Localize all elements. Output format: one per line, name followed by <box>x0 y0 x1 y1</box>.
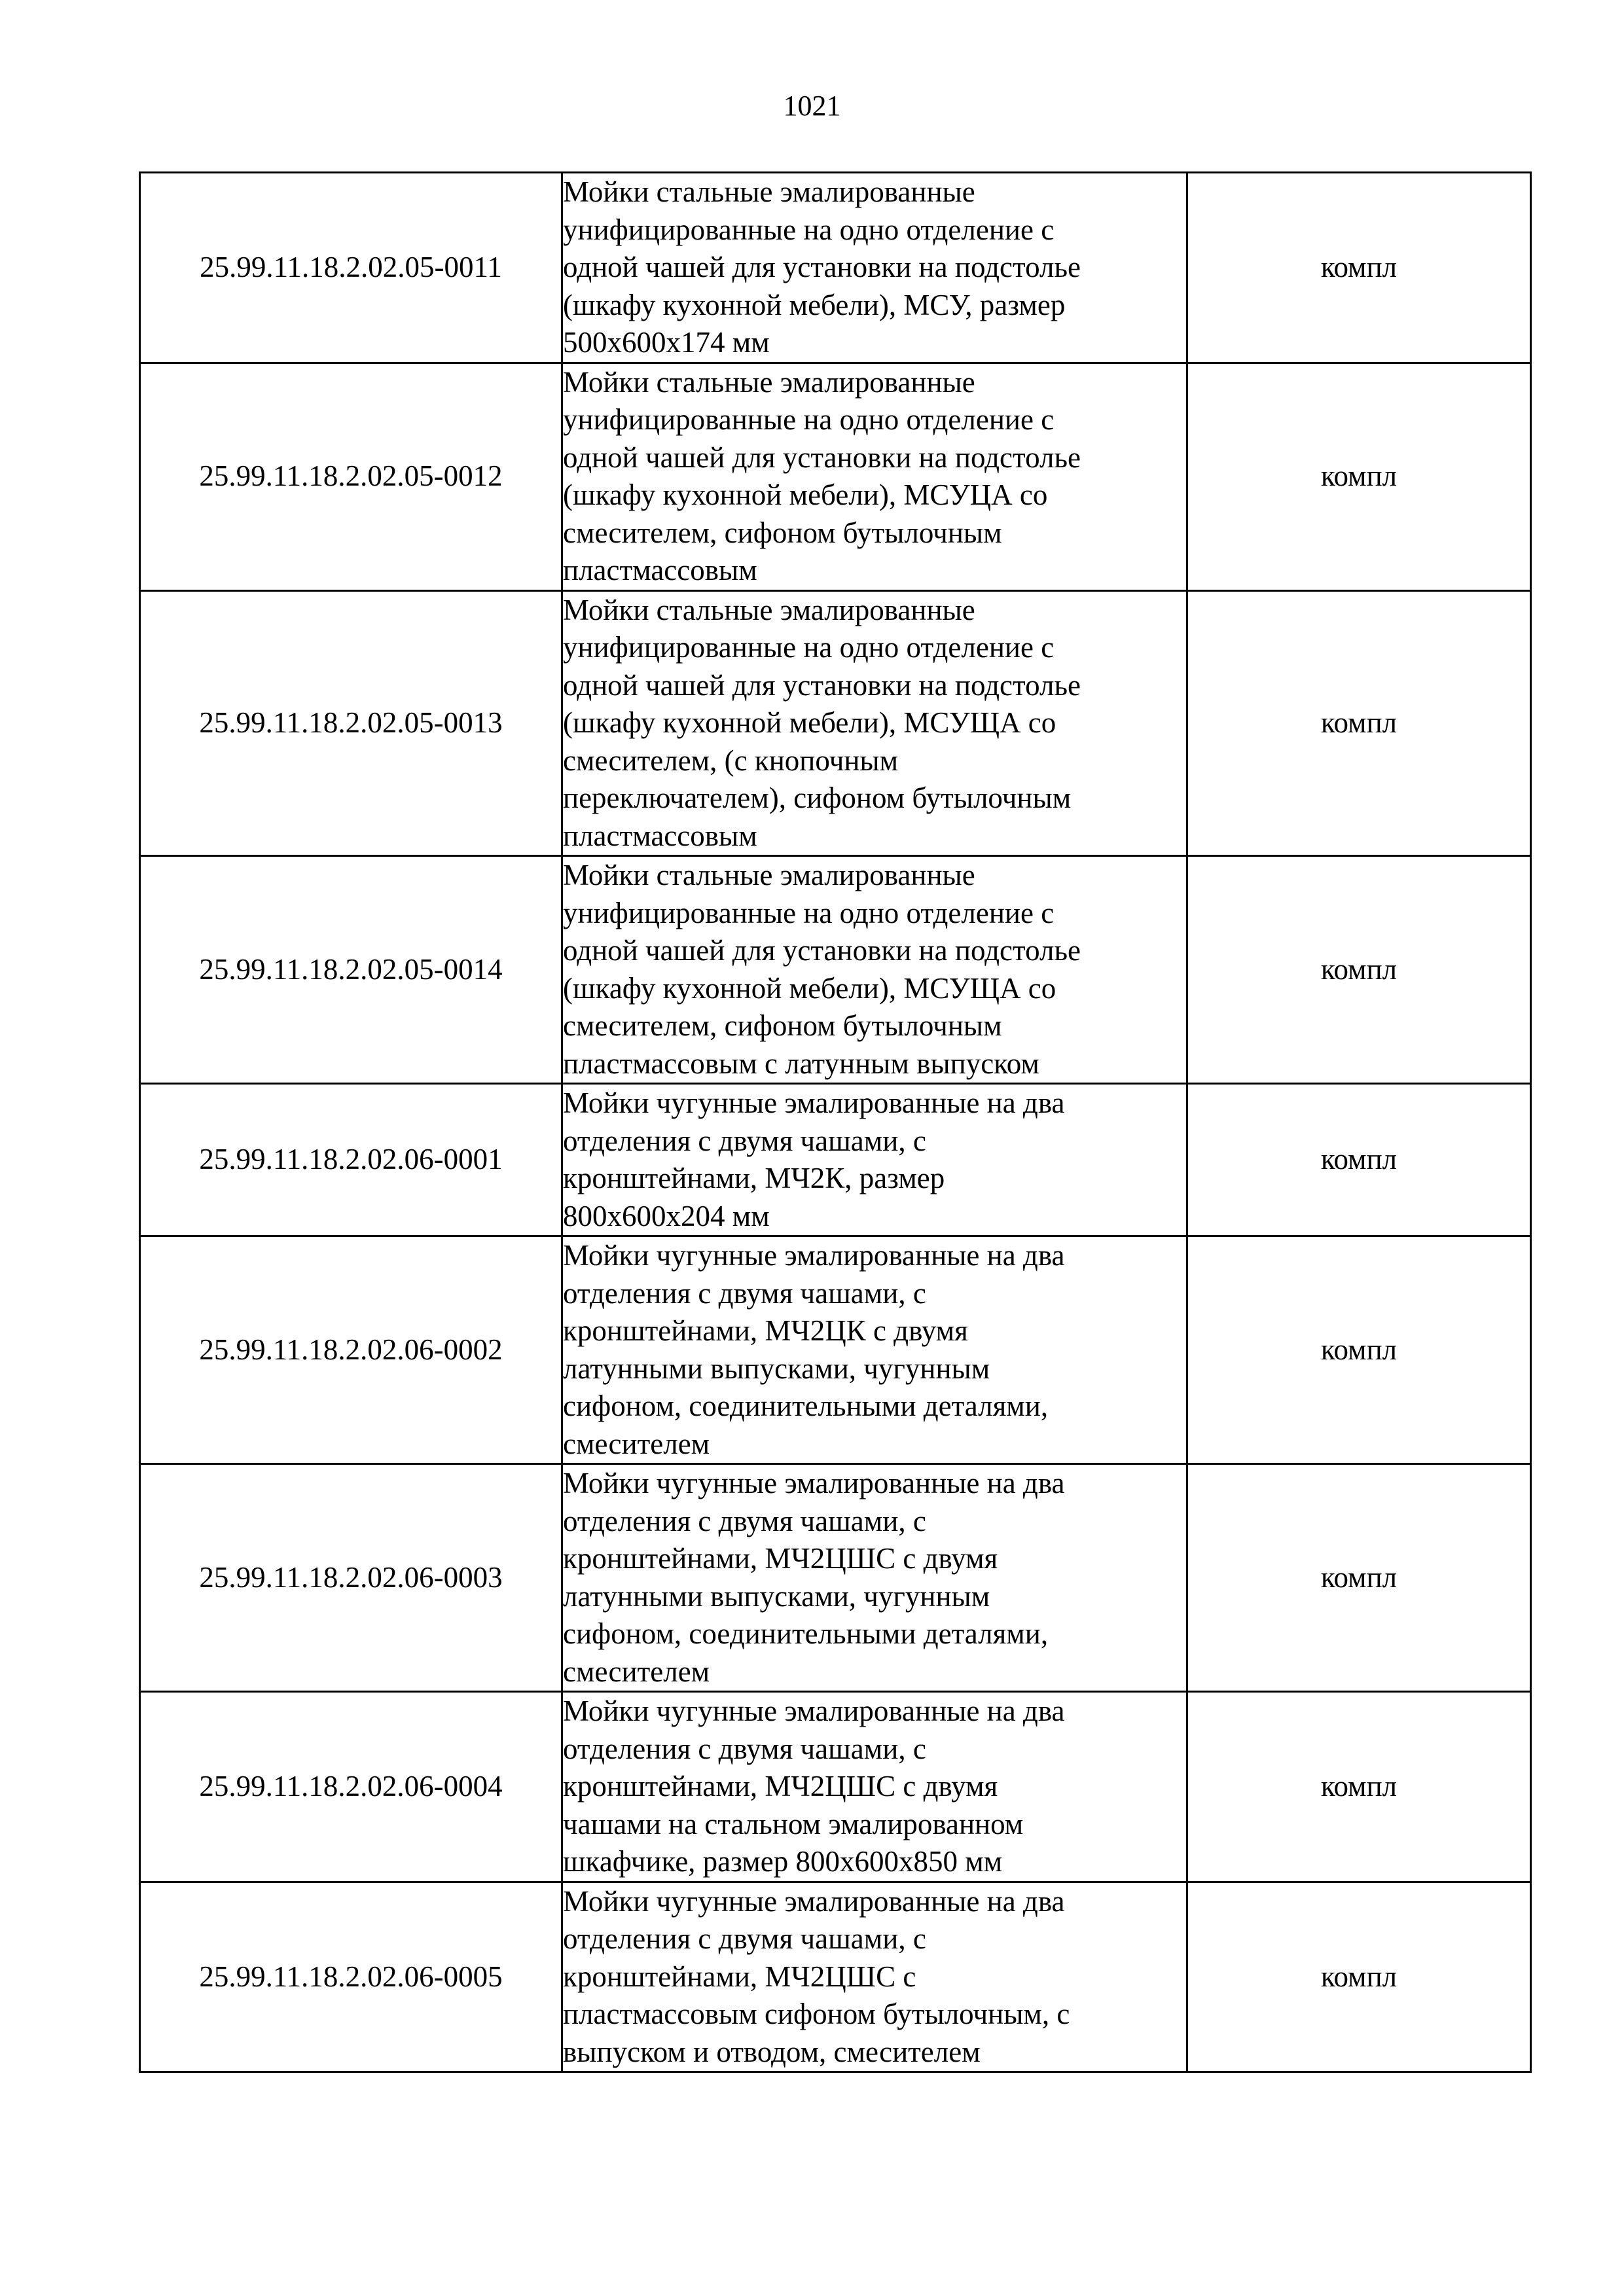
resource-code-cell: 25.99.11.18.2.02.06-0001 <box>140 1084 562 1236</box>
resource-code-cell: 25.99.11.18.2.02.05-0014 <box>140 856 562 1084</box>
resource-name-line: (шкафу кухонной мебели), МСУЦА со <box>563 478 1048 511</box>
resource-name-line: смесителем <box>563 1427 710 1460</box>
resource-name-line: отделения с двумя чашами, с <box>563 1504 926 1537</box>
resource-name-cell <box>562 1692 1187 1882</box>
resource-name-line: унифицированные на одно отделение с <box>563 896 1055 929</box>
resource-name-line: пластмассовым с латунным выпуском <box>563 1047 1039 1080</box>
table-row <box>140 1084 1531 1236</box>
unit-cell: компл <box>1187 1236 1531 1464</box>
resource-name-line: шкафчике, размер 800х600х850 мм <box>563 1845 1003 1878</box>
resource-name-line: кронштейнами, МЧ2ЦШС с двумя <box>563 1542 998 1575</box>
resource-name-line: смесителем, сифоном бутылочным <box>563 516 1002 549</box>
resource-table <box>139 171 1532 2073</box>
resource-name-cell <box>562 856 1187 1084</box>
resource-name-line: смесителем <box>563 1655 710 1688</box>
resource-name-line: кронштейнами, МЧ2ЦШС с двумя <box>563 1770 998 1803</box>
resource-name-line: одной чашей для установки на подстолье <box>563 668 1081 702</box>
table-row <box>140 590 1531 856</box>
resource-name-line: Мойки чугунные эмалированные на два <box>563 1884 1065 1918</box>
resource-name-line: (шкафу кухонной мебели), МСУЩА со <box>563 706 1056 739</box>
resource-name-line: сифоном, соединительными деталями, <box>563 1390 1049 1422</box>
table-row <box>140 363 1531 590</box>
resource-name-cell <box>562 1236 1187 1464</box>
resource-code-cell: 25.99.11.18.2.02.05-0011 <box>140 173 562 363</box>
unit-cell: компл <box>1187 1084 1531 1236</box>
resource-name-line: кронштейнами, МЧ2ЦШС с <box>563 1960 916 1993</box>
resource-name-line: Мойки стальные эмалированные <box>563 859 975 891</box>
resource-name-line: унифицированные на одно отделение с <box>563 631 1055 664</box>
unit-cell: компл <box>1187 363 1531 590</box>
unit-cell: компл <box>1187 173 1531 363</box>
resource-name-line: отделения с двумя чашами, с <box>563 1732 926 1765</box>
resource-name-cell <box>562 1084 1187 1236</box>
resource-name-line: 800х600х204 мм <box>563 1199 770 1232</box>
table-row <box>140 1236 1531 1464</box>
resource-name-line: унифицированные на одно отделение с <box>563 403 1055 436</box>
page-number: 1021 <box>783 90 841 122</box>
resource-name-line: Мойки чугунные эмалированные на два <box>563 1695 1065 1727</box>
resource-name-line: 500х600х174 мм <box>563 326 770 359</box>
resource-name-cell <box>562 1464 1187 1692</box>
resource-name-line: (шкафу кухонной мебели), МСУ, размер <box>563 288 1066 321</box>
unit-cell: компл <box>1187 1692 1531 1882</box>
resource-code-cell: 25.99.11.18.2.02.06-0002 <box>140 1236 562 1464</box>
table-row <box>140 173 1531 363</box>
table-row <box>140 1882 1531 2072</box>
table-row <box>140 856 1531 1084</box>
resource-name-line: Мойки чугунные эмалированные на два <box>563 1467 1065 1499</box>
resource-name-line: Мойки чугунные эмалированные на два <box>563 1239 1065 1272</box>
resource-name-line: кронштейнами, МЧ2К, размер <box>563 1162 945 1194</box>
resource-name-line: смесителем, сифоном бутылочным <box>563 1009 1002 1042</box>
resource-name-line: Мойки стальные эмалированные <box>563 593 975 626</box>
unit-cell: компл <box>1187 1464 1531 1692</box>
resource-name-line: одной чашей для установки на подстолье <box>563 251 1081 283</box>
resource-name-cell <box>562 1882 1187 2072</box>
resource-name-line: одной чашей для установки на подстолье <box>563 440 1081 474</box>
table-row <box>140 1692 1531 1882</box>
resource-name-line: латунными выпусками, чугунным <box>563 1579 990 1613</box>
resource-name-line: унифицированные на одно отделение с <box>563 213 1055 246</box>
resource-name-line: смесителем, (с кнопочным <box>563 744 899 777</box>
resource-name-line: переключателем), сифоном бутылочным <box>563 781 1072 814</box>
resource-name-line: отделения с двумя чашами, с <box>563 1124 926 1157</box>
resource-name-line: кронштейнами, МЧ2ЦК с двумя <box>563 1314 968 1347</box>
resource-name-cell <box>562 173 1187 363</box>
resource-name-line: пластмассовым сифоном бутылочным, с <box>563 1998 1070 2030</box>
resource-code-cell: 25.99.11.18.2.02.05-0012 <box>140 363 562 590</box>
unit-cell: компл <box>1187 590 1531 856</box>
unit-cell: компл <box>1187 856 1531 1084</box>
resource-name-line: отделения с двумя чашами, с <box>563 1922 926 1955</box>
resource-name-line: латунными выпусками, чугунным <box>563 1352 990 1385</box>
resource-name-line: чашами на стальном эмалированном <box>563 1807 1024 1840</box>
resource-name-line: сифоном, соединительными деталями, <box>563 1617 1049 1650</box>
unit-cell: компл <box>1187 1882 1531 2072</box>
resource-code-cell: 25.99.11.18.2.02.06-0003 <box>140 1464 562 1692</box>
resource-code-cell: 25.99.11.18.2.02.06-0005 <box>140 1882 562 2072</box>
resource-name-cell <box>562 590 1187 856</box>
resource-name-line: одной чашей для установки на подстолье <box>563 934 1081 967</box>
resource-name-line: пластмассовым <box>563 819 757 852</box>
table-row <box>140 1464 1531 1692</box>
resource-name-line: Мойки чугунные эмалированные на два <box>563 1086 1065 1119</box>
resource-name-line: отделения с двумя чашами, с <box>563 1276 926 1310</box>
resource-name-line: (шкафу кухонной мебели), МСУЩА со <box>563 971 1056 1005</box>
resource-name-line: выпуском и отводом, смесителем <box>563 2035 981 2068</box>
resource-name-line: Мойки стальные эмалированные <box>563 175 975 208</box>
resource-code-cell: 25.99.11.18.2.02.06-0004 <box>140 1692 562 1882</box>
resource-code-cell: 25.99.11.18.2.02.05-0013 <box>140 590 562 856</box>
resource-name-line: Мойки стальные эмалированные <box>563 365 975 399</box>
table-body <box>140 173 1531 2072</box>
resource-name-cell <box>562 363 1187 590</box>
resource-name-line: пластмассовым <box>563 554 757 586</box>
